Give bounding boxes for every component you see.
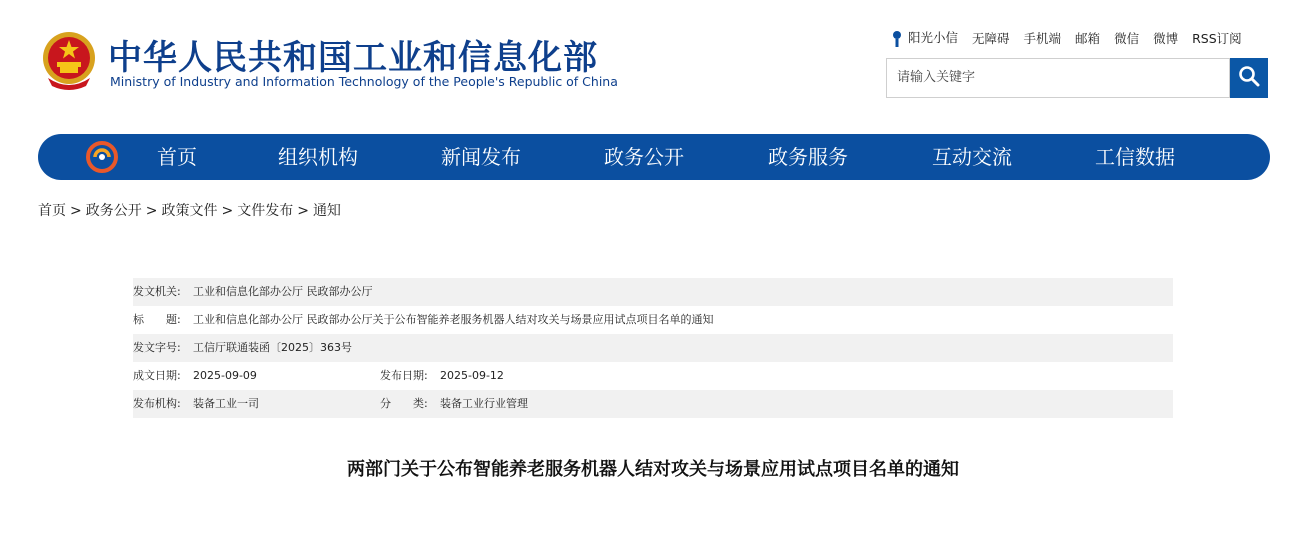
national-emblem-icon bbox=[40, 30, 98, 92]
toplink-accessibility[interactable]: 无障碍 bbox=[972, 30, 1010, 46]
org-value: 装备工业一司 bbox=[193, 397, 259, 410]
breadcrumb-policy-documents[interactable]: 政策文件 bbox=[161, 203, 218, 219]
breadcrumb-separator: > bbox=[145, 203, 158, 219]
info-row-dates bbox=[133, 362, 1173, 390]
toplink-weibo[interactable]: 微博 bbox=[1153, 30, 1179, 46]
breadcrumb-notice: 通知 bbox=[312, 203, 341, 219]
site-title[interactable]: 中华人民共和国工业和信息化部 bbox=[108, 38, 598, 78]
info-row-issuer bbox=[133, 278, 1173, 306]
nav-logo-icon bbox=[86, 141, 118, 173]
published-date-label: 发布日期: bbox=[380, 369, 428, 382]
breadcrumb bbox=[38, 200, 341, 220]
search-icon bbox=[1238, 65, 1260, 91]
written-date-value: 2025-09-09 bbox=[193, 369, 257, 382]
info-row-org bbox=[133, 390, 1173, 418]
nav-home[interactable]: 首页 bbox=[157, 145, 197, 169]
toplink-rss[interactable]: RSS订阅 bbox=[1192, 30, 1242, 46]
info-row-title bbox=[133, 306, 1173, 334]
top-links bbox=[890, 28, 1242, 48]
breadcrumb-separator: > bbox=[297, 203, 309, 219]
document-title: 两部门关于公布智能养老服务机器人结对攻关与场景应用试点项目名单的通知 bbox=[347, 459, 959, 480]
nav-data[interactable]: 工信数据 bbox=[1095, 145, 1175, 169]
search-button[interactable] bbox=[1230, 58, 1268, 98]
docno-value: 工信厅联通装函〔2025〕363号 bbox=[193, 341, 352, 354]
search-input[interactable]: 请输入关键字 bbox=[886, 58, 1230, 98]
category-label: 分 类: bbox=[380, 397, 428, 410]
nav-government-affairs[interactable]: 政务公开 bbox=[604, 145, 684, 169]
document-info-table bbox=[133, 278, 1173, 418]
toplink-sunshine[interactable] bbox=[890, 28, 958, 48]
org-label: 发布机构: bbox=[133, 397, 181, 410]
breadcrumb-government-affairs[interactable]: 政务公开 bbox=[85, 203, 142, 219]
issuer-value: 工业和信息化部办公厅 民政部办公厅 bbox=[193, 285, 373, 298]
breadcrumb-document-release[interactable]: 文件发布 bbox=[237, 203, 294, 219]
info-row-docno bbox=[133, 334, 1173, 362]
nav-organization[interactable]: 组织机构 bbox=[278, 145, 358, 169]
category-value: 装备工业行业管理 bbox=[440, 397, 528, 410]
breadcrumb-home[interactable]: 首页 bbox=[38, 203, 66, 219]
breadcrumb-separator: > bbox=[221, 203, 234, 219]
site-subtitle: Ministry of Industry and Information Technology of the People's Republic of China bbox=[110, 74, 618, 89]
issuer-label: 发文机关: bbox=[133, 285, 181, 298]
docno-label: 发文字号: bbox=[133, 341, 181, 354]
written-date-label: 成文日期: bbox=[133, 369, 181, 382]
published-date-value: 2025-09-12 bbox=[440, 369, 504, 382]
toplink-wechat[interactable]: 微信 bbox=[1114, 30, 1140, 46]
nav-interaction[interactable]: 互动交流 bbox=[932, 145, 1012, 169]
nav-services[interactable]: 政务服务 bbox=[768, 145, 848, 169]
main-nav bbox=[38, 134, 1270, 180]
toplink-label: 阳光小信 bbox=[908, 30, 959, 45]
sun-icon bbox=[890, 30, 904, 48]
title-label: 标 题: bbox=[133, 313, 181, 326]
nav-news[interactable]: 新闻发布 bbox=[441, 145, 521, 169]
toplink-email[interactable]: 邮箱 bbox=[1075, 30, 1101, 46]
title-value: 工业和信息化部办公厅 民政部办公厅关于公布智能养老服务机器人结对攻关与场景应用试点项目名单的通知 bbox=[193, 313, 714, 326]
breadcrumb-separator: > bbox=[70, 203, 82, 219]
toplink-mobile[interactable]: 手机端 bbox=[1023, 30, 1062, 46]
